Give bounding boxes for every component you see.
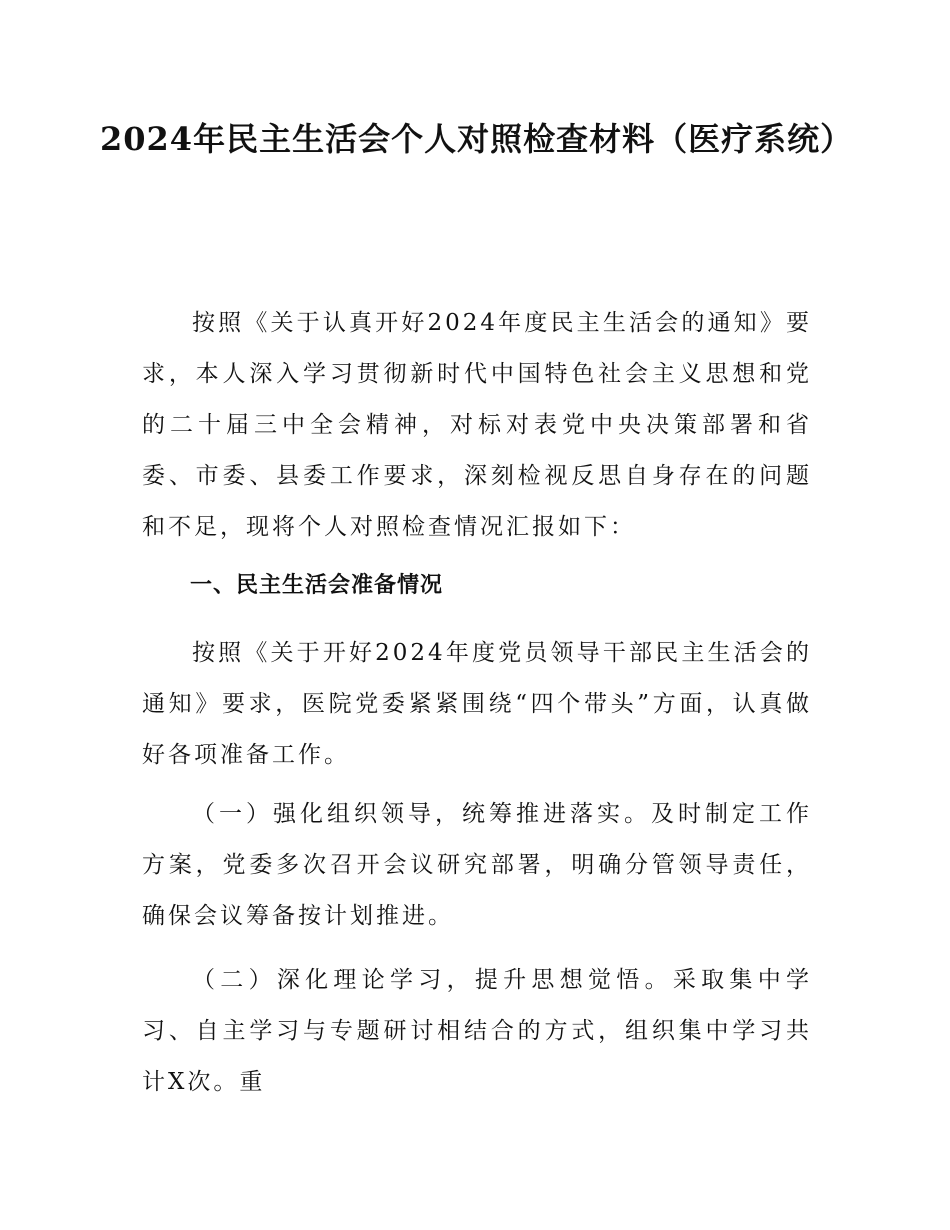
section-paragraph-1: 按照《关于开好2024年度党员领导干部民主生活会的通知》要求，医院党委紧紧围绕“四个带头”方面，认真做好各项准备工作。 [142, 640, 812, 768]
intro-paragraph: 按照《关于认真开好2024年度民主生活会的通知》要求，本人深入学习贯彻新时代中国特色社会主义思想和党的二十届三中全会精神，对标对表党中央决策部署和省委、市委、县委工作要求，深刻检视反思自身存在的问题和不足，现将个人对照检查情况汇报如下： [142, 310, 812, 540]
section-paragraph-3: （二）深化理论学习，提升思想觉悟。采取集中学习、自主学习与专题研讨相结合的方式，组织集中学习共计X次。重 [142, 967, 812, 1095]
section-heading: 一、民主生活会准备情况 [190, 573, 444, 598]
document-title: 2024年民主生活会个人对照检查材料（医疗系统） [100, 120, 854, 158]
section-paragraph-2: （一）强化组织领导，统筹推进落实。及时制定工作方案，党委多次召开会议研究部署，明确分管领导责任，确保会议筹备按计划推进。 [142, 801, 812, 929]
